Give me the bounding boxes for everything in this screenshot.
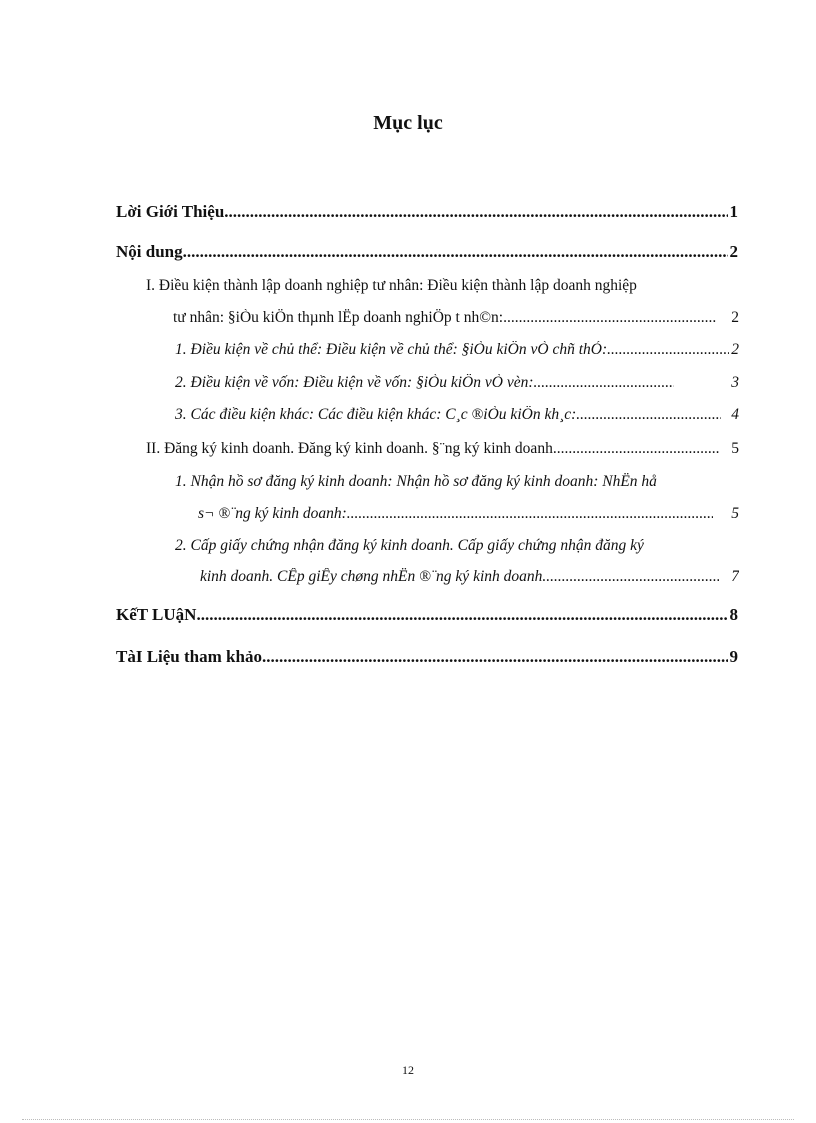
- toc-section-1[interactable]: [173, 309, 739, 327]
- toc-entry-content[interactable]: [116, 242, 738, 262]
- toc-page-number: 3: [731, 374, 739, 391]
- toc-leader: [262, 647, 728, 667]
- toc-leader: [196, 605, 727, 625]
- toc-item-2-1[interactable]: [198, 505, 739, 523]
- toc-page-number: 9: [729, 647, 738, 666]
- toc-entry-text: Nội dung: [116, 242, 183, 261]
- toc-page-number: 8: [729, 605, 738, 624]
- toc-leader: [503, 309, 717, 327]
- toc-entry-text: KếT LUậN: [116, 605, 197, 624]
- toc-item-1-2[interactable]: [175, 374, 739, 392]
- toc-entry-text: TàI Liệu tham khảo: [116, 647, 262, 666]
- toc-entry-text: II. Đăng ký kinh doanh. Đăng ký kinh doanh. §¨ng ký kinh doanh: [146, 440, 553, 457]
- toc-entry-references[interactable]: [116, 647, 738, 667]
- toc-entry-text: kinh doanh. CÊp giÊy chøng nhËn ®¨ng ký kinh doanh.: [200, 568, 547, 585]
- toc-leader: [576, 406, 721, 424]
- toc-entry-text: Lời Giới Thiệu: [116, 202, 225, 221]
- toc-leader: [347, 505, 713, 523]
- toc-page-number: 2: [731, 341, 739, 358]
- toc-item-2-2-line1[interactable]: 2. Cấp giấy chứng nhận đăng ký kinh doanh. Cấp giấy chứng nhận đăng ký: [175, 537, 644, 554]
- toc-entry-conclusion[interactable]: [116, 605, 738, 625]
- toc-item-2-1-line1[interactable]: 1. Nhận hồ sơ đăng ký kinh doanh: Nhận hồ sơ đăng ký kinh doanh: NhËn hå: [175, 473, 657, 490]
- toc-leader: [183, 242, 728, 262]
- toc-leader: [553, 440, 719, 458]
- toc-leader: [607, 341, 729, 359]
- toc-page-number: 5: [731, 440, 739, 457]
- toc-entry-text: s¬ ®¨ng ký kinh doanh:: [198, 505, 347, 522]
- toc-section-1-line1[interactable]: I. Điều kiện thành lập doanh nghiệp tư nhân: Điều kiện thành lập doanh nghiệp: [146, 277, 637, 294]
- toc-leader: [546, 568, 719, 586]
- toc-section-2[interactable]: [146, 440, 739, 458]
- toc-item-1-1[interactable]: [175, 341, 739, 359]
- toc-page-number: 2: [729, 242, 738, 261]
- toc-item-2-2[interactable]: [200, 568, 739, 586]
- page-title: Mục lục: [373, 112, 443, 134]
- page-number-footer: 12: [402, 1063, 414, 1077]
- toc-leader: [534, 374, 674, 392]
- toc-item-1-3[interactable]: [175, 406, 739, 424]
- toc-page-number: 5: [731, 505, 739, 522]
- toc-page-number: 4: [731, 406, 739, 423]
- page-bottom-border: [22, 1119, 794, 1120]
- toc-entry-text: 1. Điều kiện về chủ thể: Điều kiện về chủ thể: §iÒu kiÖn vÒ chñ thÓ:: [175, 341, 608, 358]
- toc-entry-text: 3. Các điều kiện khác: Các điều kiện khác: C¸c ®iÒu kiÖn kh¸c:: [175, 406, 577, 423]
- toc-page-number: 1: [729, 202, 738, 221]
- toc-entry-text: tư nhân: §iÒu kiÖn thµnh lËp doanh nghiÖp t nh©n:: [173, 309, 504, 326]
- toc-page-number: 7: [731, 568, 739, 585]
- toc-entry-intro[interactable]: [116, 202, 738, 222]
- toc-leader: [224, 202, 727, 222]
- toc-page-number: 2: [731, 309, 739, 326]
- toc-entry-text: 2. Điều kiện về vốn: Điều kiện về vốn: §iÒu kiÖn vÒ vèn:: [175, 374, 534, 391]
